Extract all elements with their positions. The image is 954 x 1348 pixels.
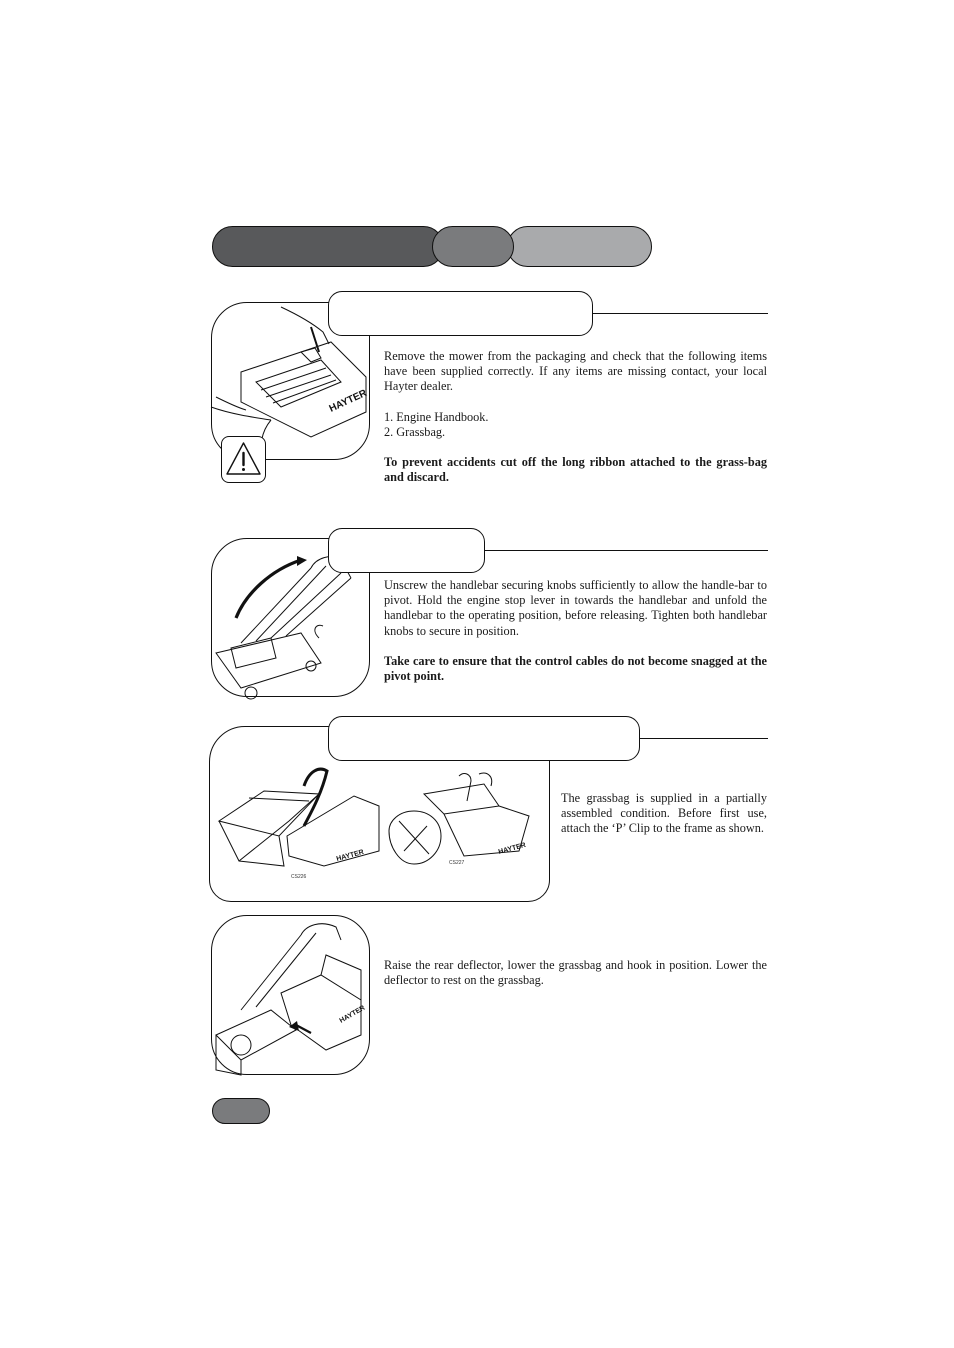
- section1-rule: [593, 313, 768, 314]
- section2-rule: [485, 550, 768, 551]
- mower-logo: HAYTER: [338, 1004, 367, 1025]
- section1-item-1: 1. Engine Handbook.: [384, 409, 489, 424]
- section2-text: [384, 578, 767, 684]
- section3-instructions: The grassbag is supplied in a partially assembled condition. Before first use, attach the ‘P’ Clip to the frame as shown.: [561, 791, 767, 836]
- section3-rule: [640, 738, 768, 739]
- header-tab-primary: [212, 226, 444, 267]
- section1-intro: Remove the mower from the packaging and check that the following items have been supplied correctly. If any items are missing contact, your local Hayter dealer.: [384, 349, 767, 394]
- header-tab-secondary: [432, 226, 514, 267]
- section1-text: [384, 349, 767, 485]
- section4-text: [384, 958, 767, 988]
- figure-code-2: CS227: [449, 860, 465, 866]
- section4-instructions: Raise the rear deflector, lower the grassbag and hook in position. Lower the deflector to rest on the grassbag.: [384, 958, 767, 988]
- figure-code-1: CS226: [291, 874, 307, 880]
- section2-warning: Take care to ensure that the control cables do not become snagged at the pivot point.: [384, 653, 767, 684]
- warning-triangle-icon: [221, 436, 266, 483]
- section2-title-tab: [328, 528, 485, 573]
- grassbag-logo-2: HAYTER: [497, 841, 527, 856]
- section3-text: [561, 791, 767, 837]
- grassbag-logo-1: HAYTER: [335, 848, 365, 863]
- section1-title-tab: [328, 291, 593, 336]
- header-tab-tertiary: [507, 226, 652, 267]
- page-number-tab: [212, 1098, 270, 1124]
- section1-warning: To prevent accidents cut off the long ribbon attached to the grass-bag and discard.: [384, 455, 767, 485]
- section2-instructions: Unscrew the handlebar securing knobs sufficiently to allow the handle-bar to pivot. Hold the engine stop lever in towards the handlebar and unfold the handlebar to the operating position, before releasing. Tighten both handlebar knobs to secure in position.: [384, 578, 767, 638]
- section3-title-tab: [328, 716, 640, 761]
- section4-fitting-illustration: [211, 915, 371, 1075]
- hayter-logo: HAYTER: [327, 387, 369, 415]
- section1-item-2: 2. Grassbag.: [384, 424, 446, 439]
